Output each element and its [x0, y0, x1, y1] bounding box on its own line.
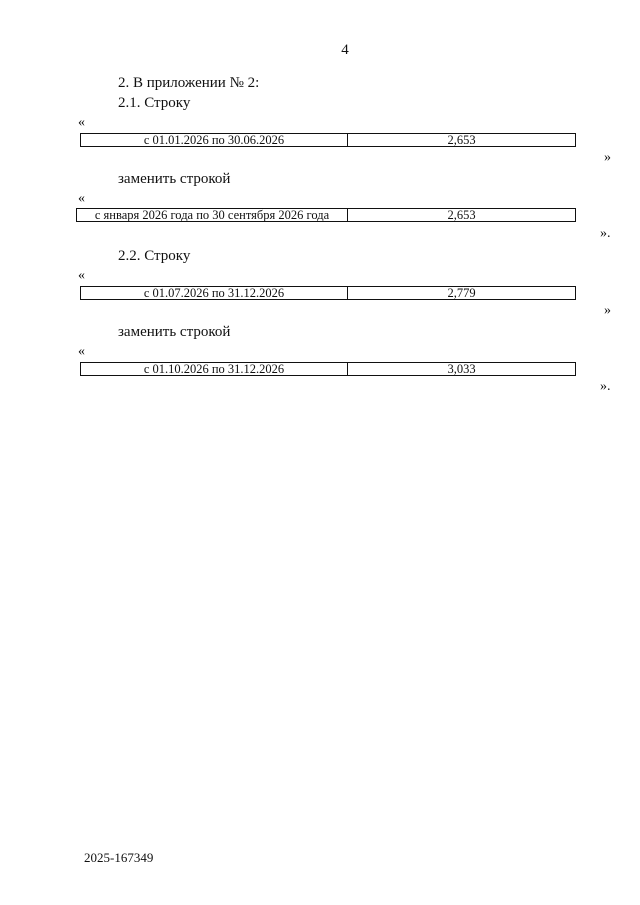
table-row: [80, 362, 576, 376]
table-row: [80, 286, 576, 300]
period-cell: с 01.01.2026 по 30.06.2026: [81, 134, 348, 146]
period-cell: с 01.07.2026 по 31.12.2026: [81, 287, 348, 299]
value-cell: 2,653: [447, 208, 476, 222]
page-number: 4: [341, 42, 349, 58]
period-cell: с января 2026 года по 30 сентября 2026 года: [77, 209, 348, 221]
document-id: 2025-167349: [84, 850, 154, 865]
open-quote: «: [78, 115, 85, 130]
close-quote: »: [604, 303, 611, 318]
close-quote-dot: ».: [600, 379, 611, 394]
open-quote: «: [78, 268, 85, 283]
close-quote-dot: ».: [600, 226, 611, 241]
replace-label: заменить строкой: [118, 324, 231, 340]
value-cell: 2,653: [447, 133, 476, 147]
item-2-heading: 2. В приложении № 2:: [118, 75, 260, 91]
item-2-1-heading: 2.1. Строку: [118, 95, 191, 111]
table-row: [76, 208, 576, 222]
value-cell: 3,033: [447, 362, 476, 376]
item-2-2-heading: 2.2. Строку: [118, 248, 191, 264]
period-cell: с 01.10.2026 по 31.12.2026: [81, 363, 348, 375]
open-quote: «: [78, 191, 85, 206]
open-quote: «: [78, 344, 85, 359]
replace-label: заменить строкой: [118, 171, 231, 187]
value-cell: 2,779: [447, 286, 476, 300]
close-quote: »: [604, 150, 611, 165]
table-row: [80, 133, 576, 147]
